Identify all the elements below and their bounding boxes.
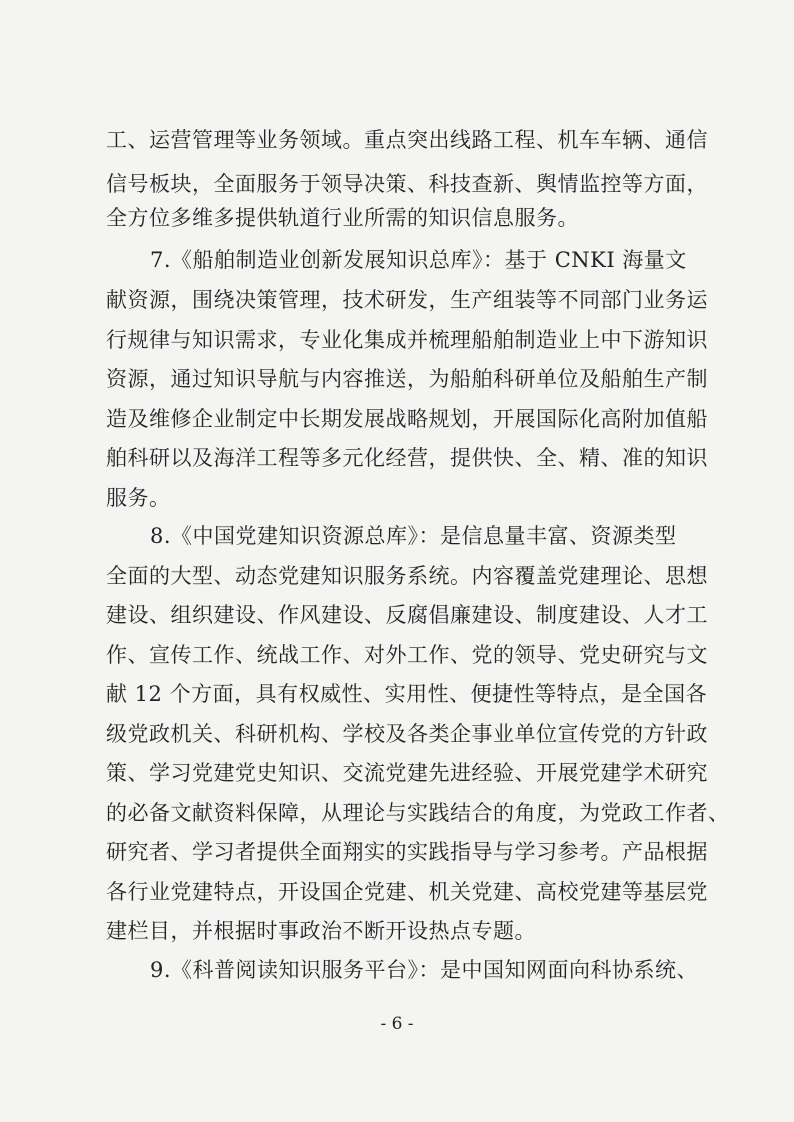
text-line: 献资源，围绕决策管理，技术研发，生产组装等不同部门业务运 xyxy=(106,288,708,312)
text-line: 作、宣传工作、统战工作、对外工作、党的领导、党史研究与文 xyxy=(106,643,708,667)
text-line: 资源，通过知识导航与内容推送，为船舶科研单位及船舶生产制 xyxy=(106,367,708,391)
text-line: 各行业党建特点，开设国企党建、机关党建、高校党建等基层党 xyxy=(106,880,708,904)
paragraph-heading-7: 7.《船舶制造业创新发展知识总库》：基于 CNKI 海量文 xyxy=(150,248,687,272)
text-line: 建设、组织建设、作风建设、反腐倡廉建设、制度建设、人才工 xyxy=(106,603,708,627)
text-line: 策、学习党建党史知识、交流党建先进经验、开展党建学术研究 xyxy=(106,761,708,785)
text-line: 的必备文献资料保障，从理论与实践结合的角度，为党政工作者、 xyxy=(106,801,730,825)
paragraph-heading-8: 8.《中国党建知识资源总库》：是信息量丰富、资源类型 xyxy=(150,524,677,548)
text-line: 信号板块，全面服务于领导决策、科技查新、舆情监控等方面， xyxy=(106,172,708,196)
text-line: 全方位多维多提供轨道行业所需的知识信息服务。 xyxy=(106,206,579,230)
text-line: 献 12 个方面，具有权威性、实用性、便捷性等特点，是全国各 xyxy=(106,682,708,706)
text-line: 造及维修企业制定中长期发展战略规划，开展国际化高附加值船 xyxy=(106,407,708,431)
paragraph-heading-9: 9.《科普阅读知识服务平台》：是中国知网面向科协系统、 xyxy=(150,958,699,982)
page-number: - 6 - xyxy=(380,1014,414,1034)
text-line: 全面的大型、动态党建知识服务系统。内容覆盖党建理论、思想 xyxy=(106,564,708,588)
text-line: 研究者、学习者提供全面翔实的实践指导与学习参考。产品根据 xyxy=(106,840,708,864)
text-line: 行规律与知识需求，专业化集成并梳理船舶制造业上中下游知识 xyxy=(106,328,708,352)
text-line: 服务。 xyxy=(106,486,171,510)
text-line: 建栏目，并根据时事政治不断开设热点专题。 xyxy=(106,919,536,943)
text-line: 工、运营管理等业务领域。重点突出线路工程、机车车辆、通信 xyxy=(106,128,708,152)
text-line: 级党政机关、科研机构、学校及各类企事业单位宣传党的方针政 xyxy=(106,722,708,746)
text-line: 舶科研以及海洋工程等多元化经营，提供快、全、精、准的知识 xyxy=(106,446,708,470)
